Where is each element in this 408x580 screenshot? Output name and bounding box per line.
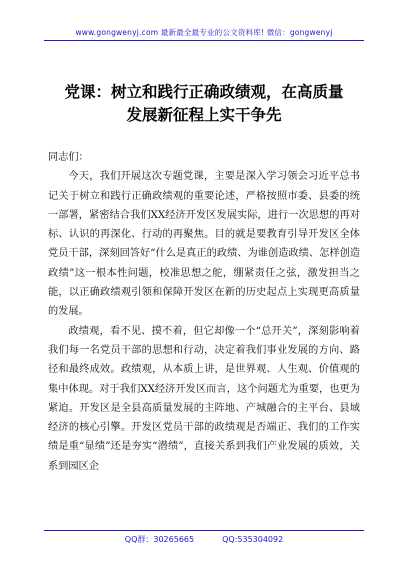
header-banner: www.gongwenyj.com 最新最全最专业的公文资料库! 微信：gongwenyj	[75, 28, 333, 37]
footer	[0, 534, 408, 545]
title-line-1: 党课：树立和践行正确政绩观，在高质量	[64, 82, 344, 101]
salutation: 同志们：	[48, 152, 89, 163]
header-divider	[44, 40, 364, 41]
document-title	[40, 80, 368, 126]
paragraph-1: 今天，我们开展这次专题党课，主要是深入学习领会习近平总书记关于树立和践行正确政绩观的重要论述，严格按照市委、县委的统一部署，紧密结合我们XX经济开发区发展实际，进行一次思想的再对标、认识的再深化、行动的再聚焦。目的就是要教育引导开发区全体党员干部，深刻回答好“什么是真正的政绩、为谁创造政绩、怎样创造政绩”这一根本性问题，校准思想之舵，绷紧责任之弦，激发担当之能，以正确政绩观引领和保障开发区在新的历史起点上实现更高质量的发展。	[48, 171, 360, 318]
footer-divider	[44, 530, 364, 531]
title-line-2: 发展新征程上实干争先	[126, 105, 282, 124]
footer-qq: QQ:535304092	[222, 535, 284, 544]
paragraph-2: 政绩观，看不见、摸不着，但它却像一个“总开关”，深刻影响着我们每一名党员干部的思想和行动，决定着我们事业发展的方向、路径和最终成效。政绩观，从本质上讲，是世界观、人生观、价值观的集中体现。对于我们XX经济开发区而言，这个问题尤为重要，也更为紧迫。开发区是全县高质量发展的主阵地、产城融合的主平台、县域经济的核心引擎。开发区党员干部的政绩观是否端正、我们的工作实绩是重“显绩”还是夯实“潜绩”，直接关系到我们产业发展的质效，关系到园区企	[48, 325, 360, 472]
footer-qq-group: QQ群：30265665	[124, 535, 195, 544]
document-body	[48, 148, 360, 476]
